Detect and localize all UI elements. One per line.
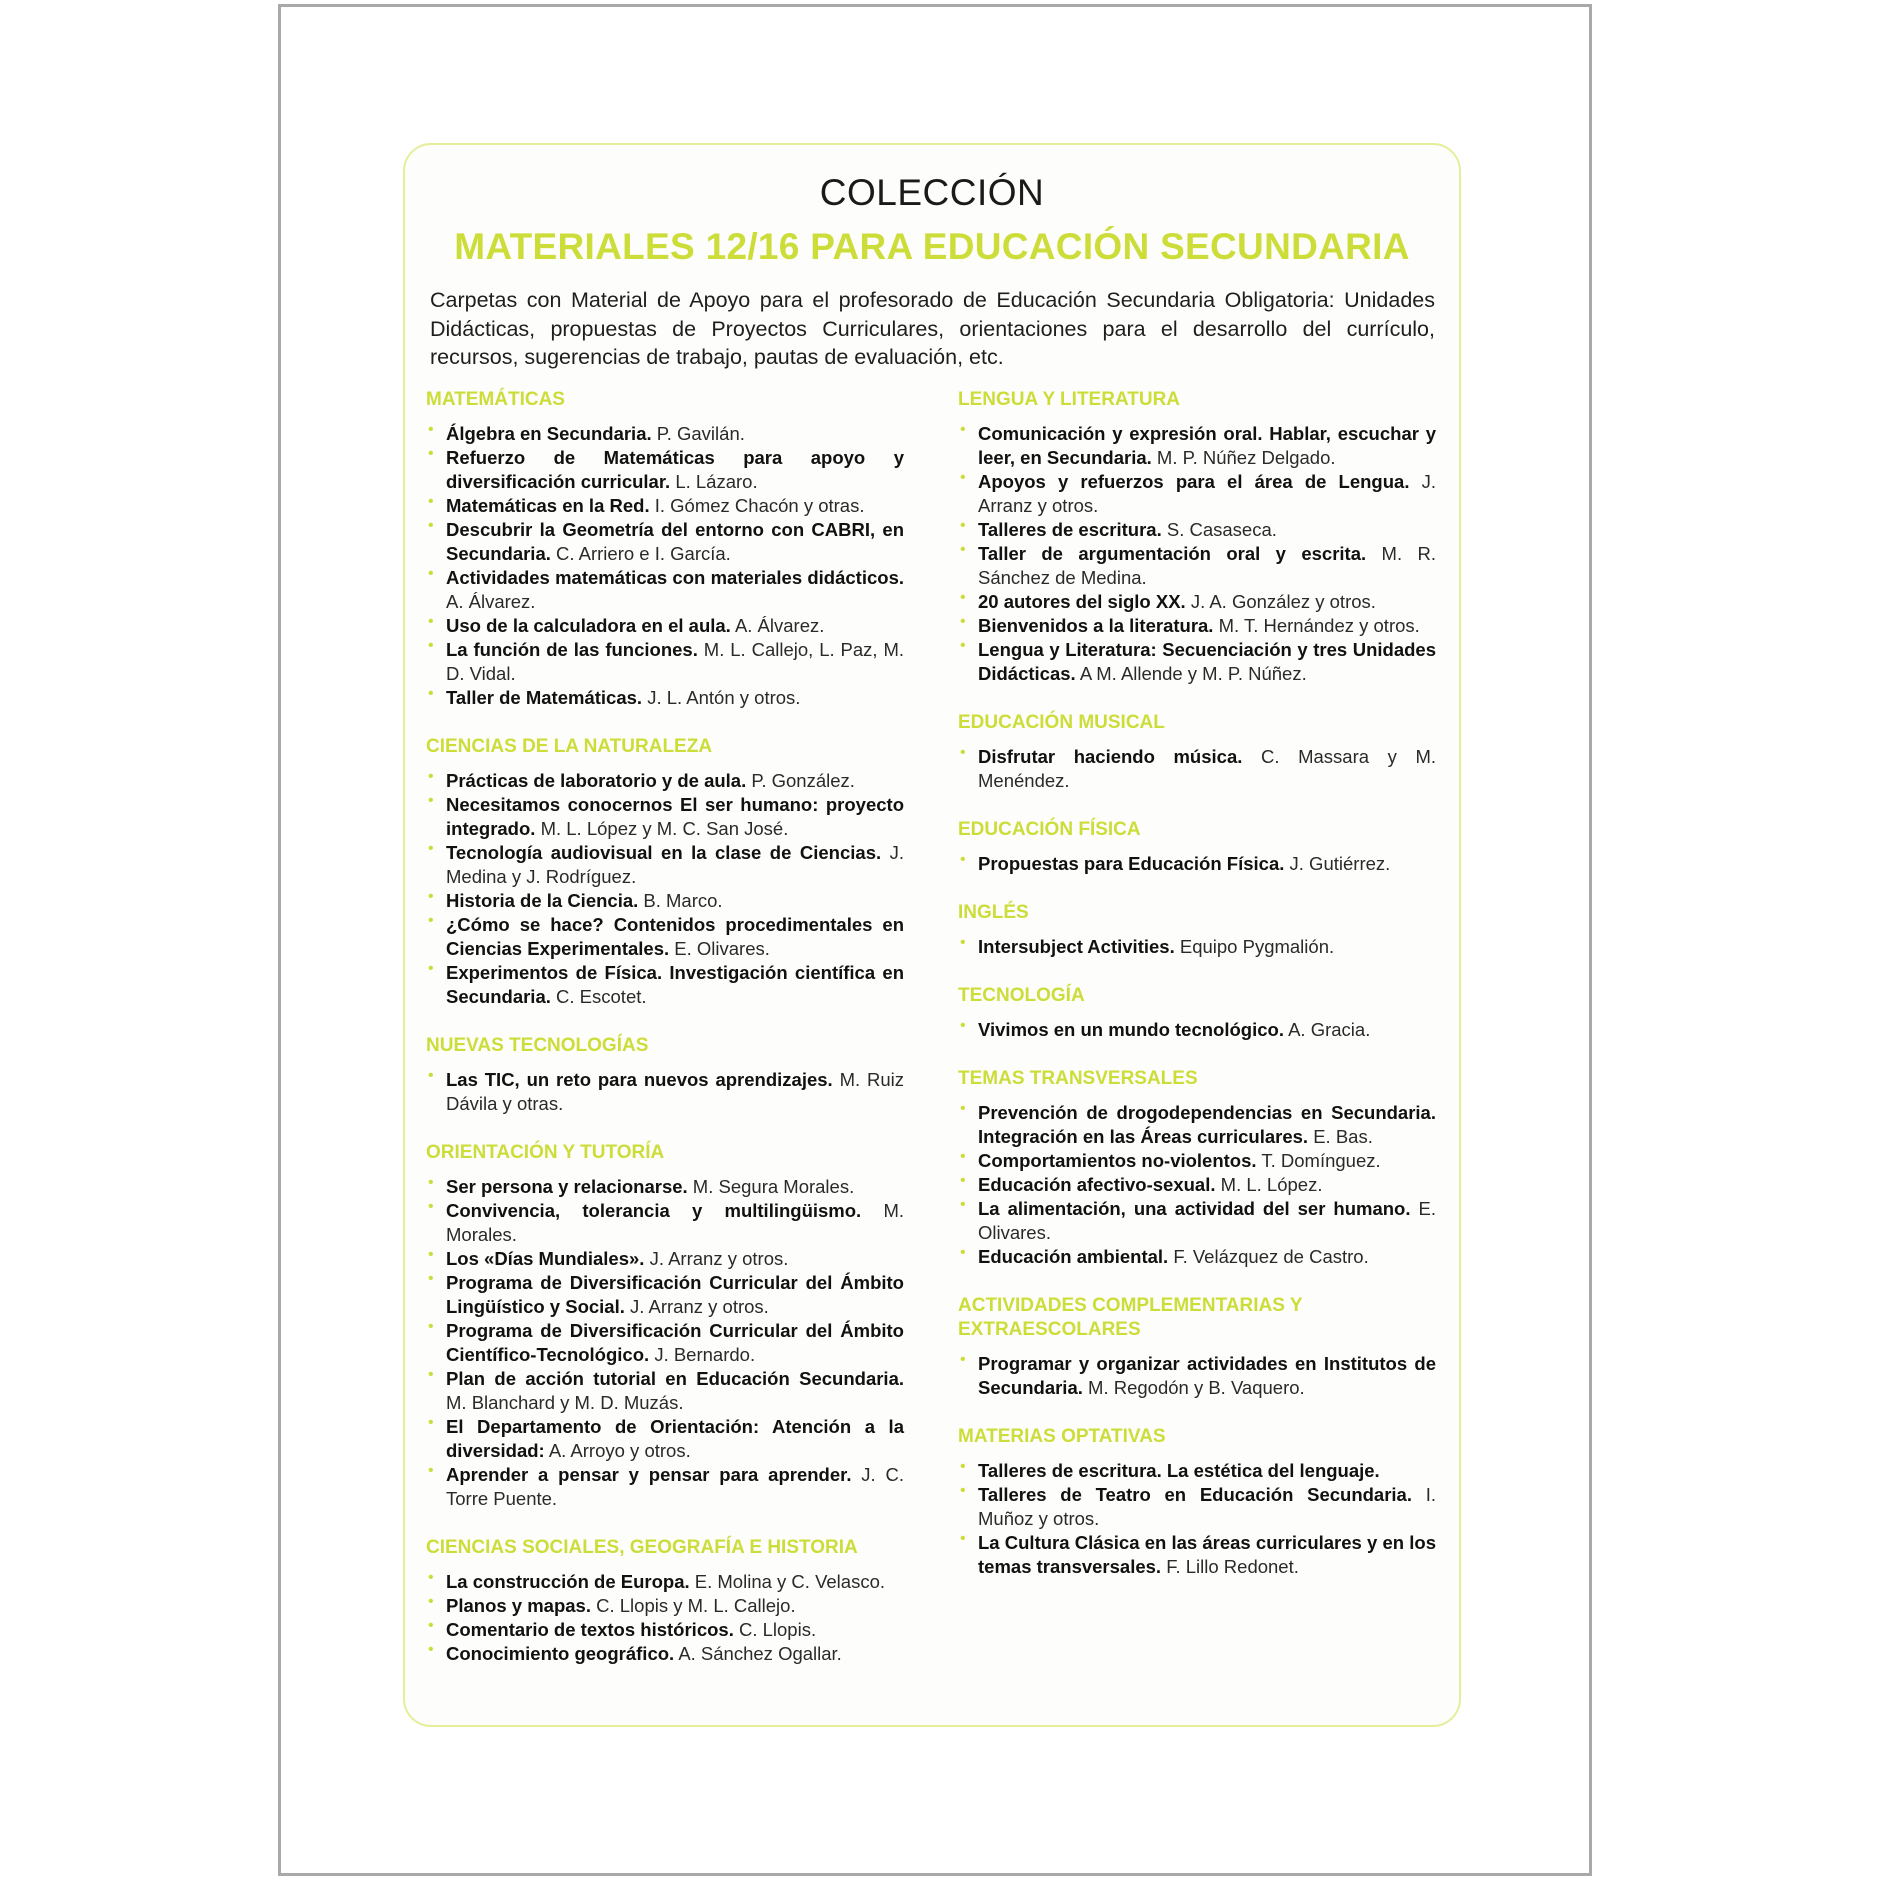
list-item [958,1197,1436,1245]
section-orientacion-y-tutoria [426,1141,904,1511]
list-item [958,518,1436,542]
section-lengua-y-literatura [958,388,1436,686]
item-author: A. Arroyo y otros. [548,1440,691,1461]
bullet-icon: • [428,1462,434,1479]
item-author: F. Lillo Redonet. [1166,1556,1299,1577]
bullet-icon: • [960,744,966,761]
list-item [426,638,904,686]
item-title: Educación afectivo-sexual. [978,1174,1216,1195]
bullet-icon: • [428,960,434,977]
list-item [958,852,1436,876]
section-tecnologia [958,984,1436,1042]
item-author: M. L. Callejo, L. Paz, M. D. Vidal. [446,639,905,684]
list-item [426,1367,904,1415]
list-item [958,638,1436,686]
item-title: Taller de argumentación oral y escrita. [978,543,1367,564]
list-item [426,1199,904,1247]
item-title: Prácticas de laboratorio y de aula. [446,770,747,791]
item-title: Apoyos y refuerzos para el área de Lengua. [978,471,1410,492]
bullet-icon: • [428,613,434,630]
item-title: 20 autores del siglo XX. [978,591,1186,612]
section-title: EDUCACIÓN MUSICAL [958,712,1165,733]
item-title: Programar y organizar actividades en Institutos de Secundaria. [978,1353,1436,1398]
item-author: J. A. González y otros. [1190,591,1376,612]
item-title: Actividades matemáticas con materiales didácticos. [446,567,904,588]
bullet-icon: • [960,1148,966,1165]
bullet-icon: • [428,1617,434,1634]
item-title: Refuerzo de Matemáticas para apoyo y diversificación curricular. [446,447,904,492]
list-item [426,841,904,889]
item-title: Convivencia, tolerancia y multilingüismo. [446,1200,862,1221]
item-title: Los «Días Mundiales». [446,1248,645,1269]
list-item [958,935,1436,959]
bullet-icon: • [428,685,434,702]
item-title: Prevención de drogodependencias en Secundaria. Integración en las Áreas curriculares. [978,1102,1436,1147]
list-item [958,1101,1436,1149]
item-title: Taller de Matemáticas. [446,687,643,708]
item-author: P. González. [751,770,855,791]
item-author: M. P. Núñez Delgado. [1156,447,1336,468]
item-author: J. Medina y J. Rodríguez. [446,842,905,887]
section-title: ACTIVIDADES COMPLEMENTARIAS Y EXTRAESCOLARES [958,1295,1303,1340]
item-list [958,852,1436,876]
list-item [426,1415,904,1463]
section-title: INGLÉS [958,902,1029,923]
list-item [426,961,904,1009]
bullet-icon: • [428,1414,434,1431]
item-title: Vivimos en un mundo tecnológico. [978,1019,1284,1040]
bullet-icon: • [960,1196,966,1213]
bullet-icon: • [428,1569,434,1586]
item-title: Talleres de Teatro en Educación Secundaria. [978,1484,1412,1505]
item-title: Propuestas para Educación Física. [978,853,1285,874]
item-author: M. Regodón y B. Vaquero. [1088,1377,1305,1398]
item-author: J. Gutiérrez. [1289,853,1391,874]
bullet-icon: • [428,565,434,582]
item-author: M. T. Hernández y otros. [1218,615,1420,636]
bullet-icon: • [428,445,434,462]
item-author: A. Sánchez Ogallar. [678,1643,842,1664]
list-item [426,446,904,494]
list-item [426,913,904,961]
list-item [958,590,1436,614]
list-item [426,1618,904,1642]
section-nuevas-tecnologias [426,1034,904,1116]
item-author: M. Blanchard y M. D. Muzás. [446,1392,684,1413]
list-item [426,1463,904,1511]
bullet-icon: • [428,1366,434,1383]
bullet-icon: • [428,1641,434,1658]
list-item [958,1352,1436,1400]
list-item [426,1594,904,1618]
bullet-icon: • [960,1530,966,1547]
section-materias-optativas [958,1425,1436,1579]
list-item [426,686,904,710]
item-author: M. R. Sánchez de Medina. [978,543,1436,588]
section-temas-transversales [958,1067,1436,1269]
item-list [426,1068,904,1116]
item-list [426,769,904,1009]
item-title: Álgebra en Secundaria. [446,423,652,444]
bullet-icon: • [428,1067,434,1084]
list-item [426,1068,904,1116]
item-title: Educación ambiental. [978,1246,1169,1267]
item-title: Comportamientos no-violentos. [978,1150,1257,1171]
list-item [958,422,1436,470]
item-list [426,422,904,710]
bullet-icon: • [960,851,966,868]
bullet-icon: • [428,493,434,510]
item-author: I. Muñoz y otros. [978,1484,1437,1529]
bullet-icon: • [428,1593,434,1610]
item-title: Aprender a pensar y pensar para aprender. [446,1464,852,1485]
bullet-icon: • [428,517,434,534]
list-item [958,542,1436,590]
bullet-icon: • [428,888,434,905]
item-author: M. Ruiz Dávila y otras. [446,1069,904,1114]
item-title: Programa de Diversificación Curricular del Ámbito Lingüístico y Social. [446,1272,904,1317]
list-item [426,1175,904,1199]
list-item [426,422,904,446]
bullet-icon: • [428,792,434,809]
item-author: M. L. López y M. C. San José. [540,818,789,839]
item-author: E. Bas. [1313,1126,1373,1147]
bullet-icon: • [960,589,966,606]
item-title: Necesitamos conocernos El ser humano: proyecto integrado. [446,794,904,839]
item-title: Talleres de escritura. La estética del lenguaje. [978,1460,1380,1481]
list-item [958,1018,1436,1042]
item-title: Lengua y Literatura: Secuenciación y tres Unidades Didácticas. [978,639,1436,684]
item-author: C. Llopis y M. L. Callejo. [596,1595,796,1616]
item-list [958,1101,1436,1269]
bullet-icon: • [960,1172,966,1189]
section-title: ORIENTACIÓN Y TUTORÍA [426,1142,665,1163]
item-author: J. Bernardo. [654,1344,756,1365]
item-author: C. Massara y M. Menéndez. [978,746,1436,791]
item-author: T. Domínguez. [1261,1150,1381,1171]
item-title: Matemáticas en la Red. [446,495,650,516]
bullet-icon: • [428,912,434,929]
list-item [426,889,904,913]
item-title: Las TIC, un reto para nuevos aprendizajes. [446,1069,833,1090]
bullet-icon: • [428,768,434,785]
bullet-icon: • [428,1246,434,1263]
list-item [426,1570,904,1594]
list-item [426,614,904,638]
list-item [958,745,1436,793]
item-title: Uso de la calculadora en el aula. [446,615,731,636]
section-actividades-complementarias-y-extraescolares [958,1294,1436,1400]
item-author: E. Molina y C. Velasco. [694,1571,886,1592]
item-list [958,745,1436,793]
item-author: I. Gómez Chacón y otras. [654,495,865,516]
bullet-icon: • [428,637,434,654]
item-title: Historia de la Ciencia. [446,890,639,911]
item-author: A. Álvarez. [734,615,825,636]
item-author: A. Gracia. [1288,1019,1371,1040]
item-author: A M. Allende y M. P. Núñez. [1079,663,1307,684]
bullet-icon: • [960,934,966,951]
list-item [958,1173,1436,1197]
left-column [426,388,904,1691]
item-list [958,422,1436,686]
item-list [958,1459,1436,1579]
item-title: ¿Cómo se hace? Contenidos procedimentales en Ciencias Experimentales. [446,914,904,959]
item-list [958,1018,1436,1042]
item-title: La construcción de Europa. [446,1571,690,1592]
item-title: Descubrir la Geometría del entorno con CABRI, en Secundaria. [446,519,904,564]
bullet-icon: • [960,541,966,558]
bullet-icon: • [960,469,966,486]
item-author: C. Escotet. [556,986,647,1007]
item-title: Conocimiento geográfico. [446,1643,675,1664]
item-title: El Departamento de Orientación: Atención a la diversidad: [446,1416,904,1461]
section-educacion-fisica [958,818,1436,876]
item-author: B. Marco. [643,890,723,911]
bullet-icon: • [960,613,966,630]
item-author: F. Velázquez de Castro. [1173,1246,1369,1267]
item-title: Ser persona y relacionarse. [446,1176,688,1197]
bullet-icon: • [960,1244,966,1261]
item-author: J. Arranz y otros. [649,1248,789,1269]
bullet-icon: • [428,421,434,438]
item-author: P. Gavilán. [656,423,745,444]
list-item [958,614,1436,638]
list-item [958,1245,1436,1269]
bullet-icon: • [960,1351,966,1368]
bullet-icon: • [960,1017,966,1034]
bullet-icon: • [428,1270,434,1287]
item-title: La función de las funciones. [446,639,698,660]
item-author: E. Olivares. [978,1198,1436,1243]
list-item [426,518,904,566]
item-title: Comentario de textos históricos. [446,1619,734,1640]
item-title: La alimentación, una actividad del ser humano. [978,1198,1411,1219]
item-author: A. Álvarez. [446,591,536,612]
list-item [426,1642,904,1666]
bullet-icon: • [428,1198,434,1215]
item-author: M. L. López. [1220,1174,1323,1195]
list-item [426,494,904,518]
series-title: MATERIALES 12/16 PARA EDUCACIÓN SECUNDARIA [454,226,1410,267]
list-item [958,1483,1436,1531]
item-author: C. Llopis. [738,1619,817,1640]
list-item [958,1459,1436,1483]
bullet-icon: • [960,637,966,654]
list-item [958,1531,1436,1579]
item-title: Plan de acción tutorial en Educación Secundaria. [446,1368,904,1389]
item-title: Comunicación y expresión oral. Hablar, escuchar y leer, en Secundaria. [978,423,1436,468]
bullet-icon: • [960,1482,966,1499]
bullet-icon: • [960,421,966,438]
list-item [426,1319,904,1367]
bullet-icon: • [428,840,434,857]
bullet-icon: • [428,1318,434,1335]
item-author: L. Lázaro. [675,471,758,492]
bullet-icon: • [960,517,966,534]
item-title: Planos y mapas. [446,1595,591,1616]
bullet-icon: • [428,1174,434,1191]
list-item [426,1271,904,1319]
intro-paragraph: Carpetas con Material de Apoyo para el profesorado de Educación Secundaria Obligatoria: Unidades Didácticas, propuestas de Proyectos Curriculares, orientaciones para el desarrollo del currículo, recursos, sugerencias de trabajo, pautas de evaluación, etc. [430,288,1435,369]
bullet-icon: • [960,1100,966,1117]
item-title: Tecnología audiovisual en la clase de Ciencias. [446,842,882,863]
section-title: TECNOLOGÍA [958,985,1085,1006]
section-title: MATERIAS OPTATIVAS [958,1426,1166,1447]
item-list [426,1175,904,1511]
item-author: J. Arranz y otros. [978,471,1436,516]
item-title: Experimentos de Física. Investigación científica en Secundaria. [446,962,904,1007]
section-ingles [958,901,1436,959]
right-column [958,388,1436,1604]
item-title: Bienvenidos a la literatura. [978,615,1214,636]
item-author: J. L. Antón y otros. [647,687,801,708]
collection-label: COLECCIÓN [819,172,1045,213]
list-item [426,769,904,793]
item-author: E. Olivares. [674,938,770,959]
item-author: J. Arranz y otros. [630,1296,769,1317]
section-title: CIENCIAS DE LA NATURALEZA [426,736,713,757]
item-list [958,1352,1436,1400]
item-title: La Cultura Clásica en las áreas curriculares y en los temas transversales. [978,1532,1436,1577]
item-author: M. Morales. [446,1200,904,1245]
section-title: MATEMÁTICAS [426,389,565,410]
item-list [958,935,1436,959]
bullet-icon: • [960,1458,966,1475]
section-ciencias-de-la-naturaleza [426,735,904,1009]
item-title: Programa de Diversificación Curricular del Ámbito Científico-Tecnológico. [446,1320,904,1365]
item-title: Intersubject Activities. [978,936,1175,957]
item-author: S. Casaseca. [1166,519,1277,540]
item-author: M. Segura Morales. [692,1176,855,1197]
section-educacion-musical [958,711,1436,793]
list-item [426,566,904,614]
item-author: J. C. Torre Puente. [446,1464,905,1509]
list-item [958,470,1436,518]
section-title: TEMAS TRANSVERSALES [958,1068,1198,1089]
section-title: LENGUA Y LITERATURA [958,389,1181,410]
item-title: Disfrutar haciendo música. [978,746,1243,767]
item-title: Talleres de escritura. [978,519,1162,540]
list-item [426,1247,904,1271]
section-title: EDUCACIÓN FÍSICA [958,819,1141,840]
list-item [426,793,904,841]
section-title: CIENCIAS SOCIALES, GEOGRAFÍA E HISTORIA [426,1537,858,1558]
section-title: NUEVAS TECNOLOGÍAS [426,1035,649,1056]
item-author: C. Arriero e I. García. [556,543,731,564]
item-list [426,1570,904,1666]
item-author: Equipo Pygmalión. [1179,936,1335,957]
list-item [958,1149,1436,1173]
section-matematicas [426,388,904,710]
section-ciencias-sociales-geografia-e-historia [426,1536,904,1666]
